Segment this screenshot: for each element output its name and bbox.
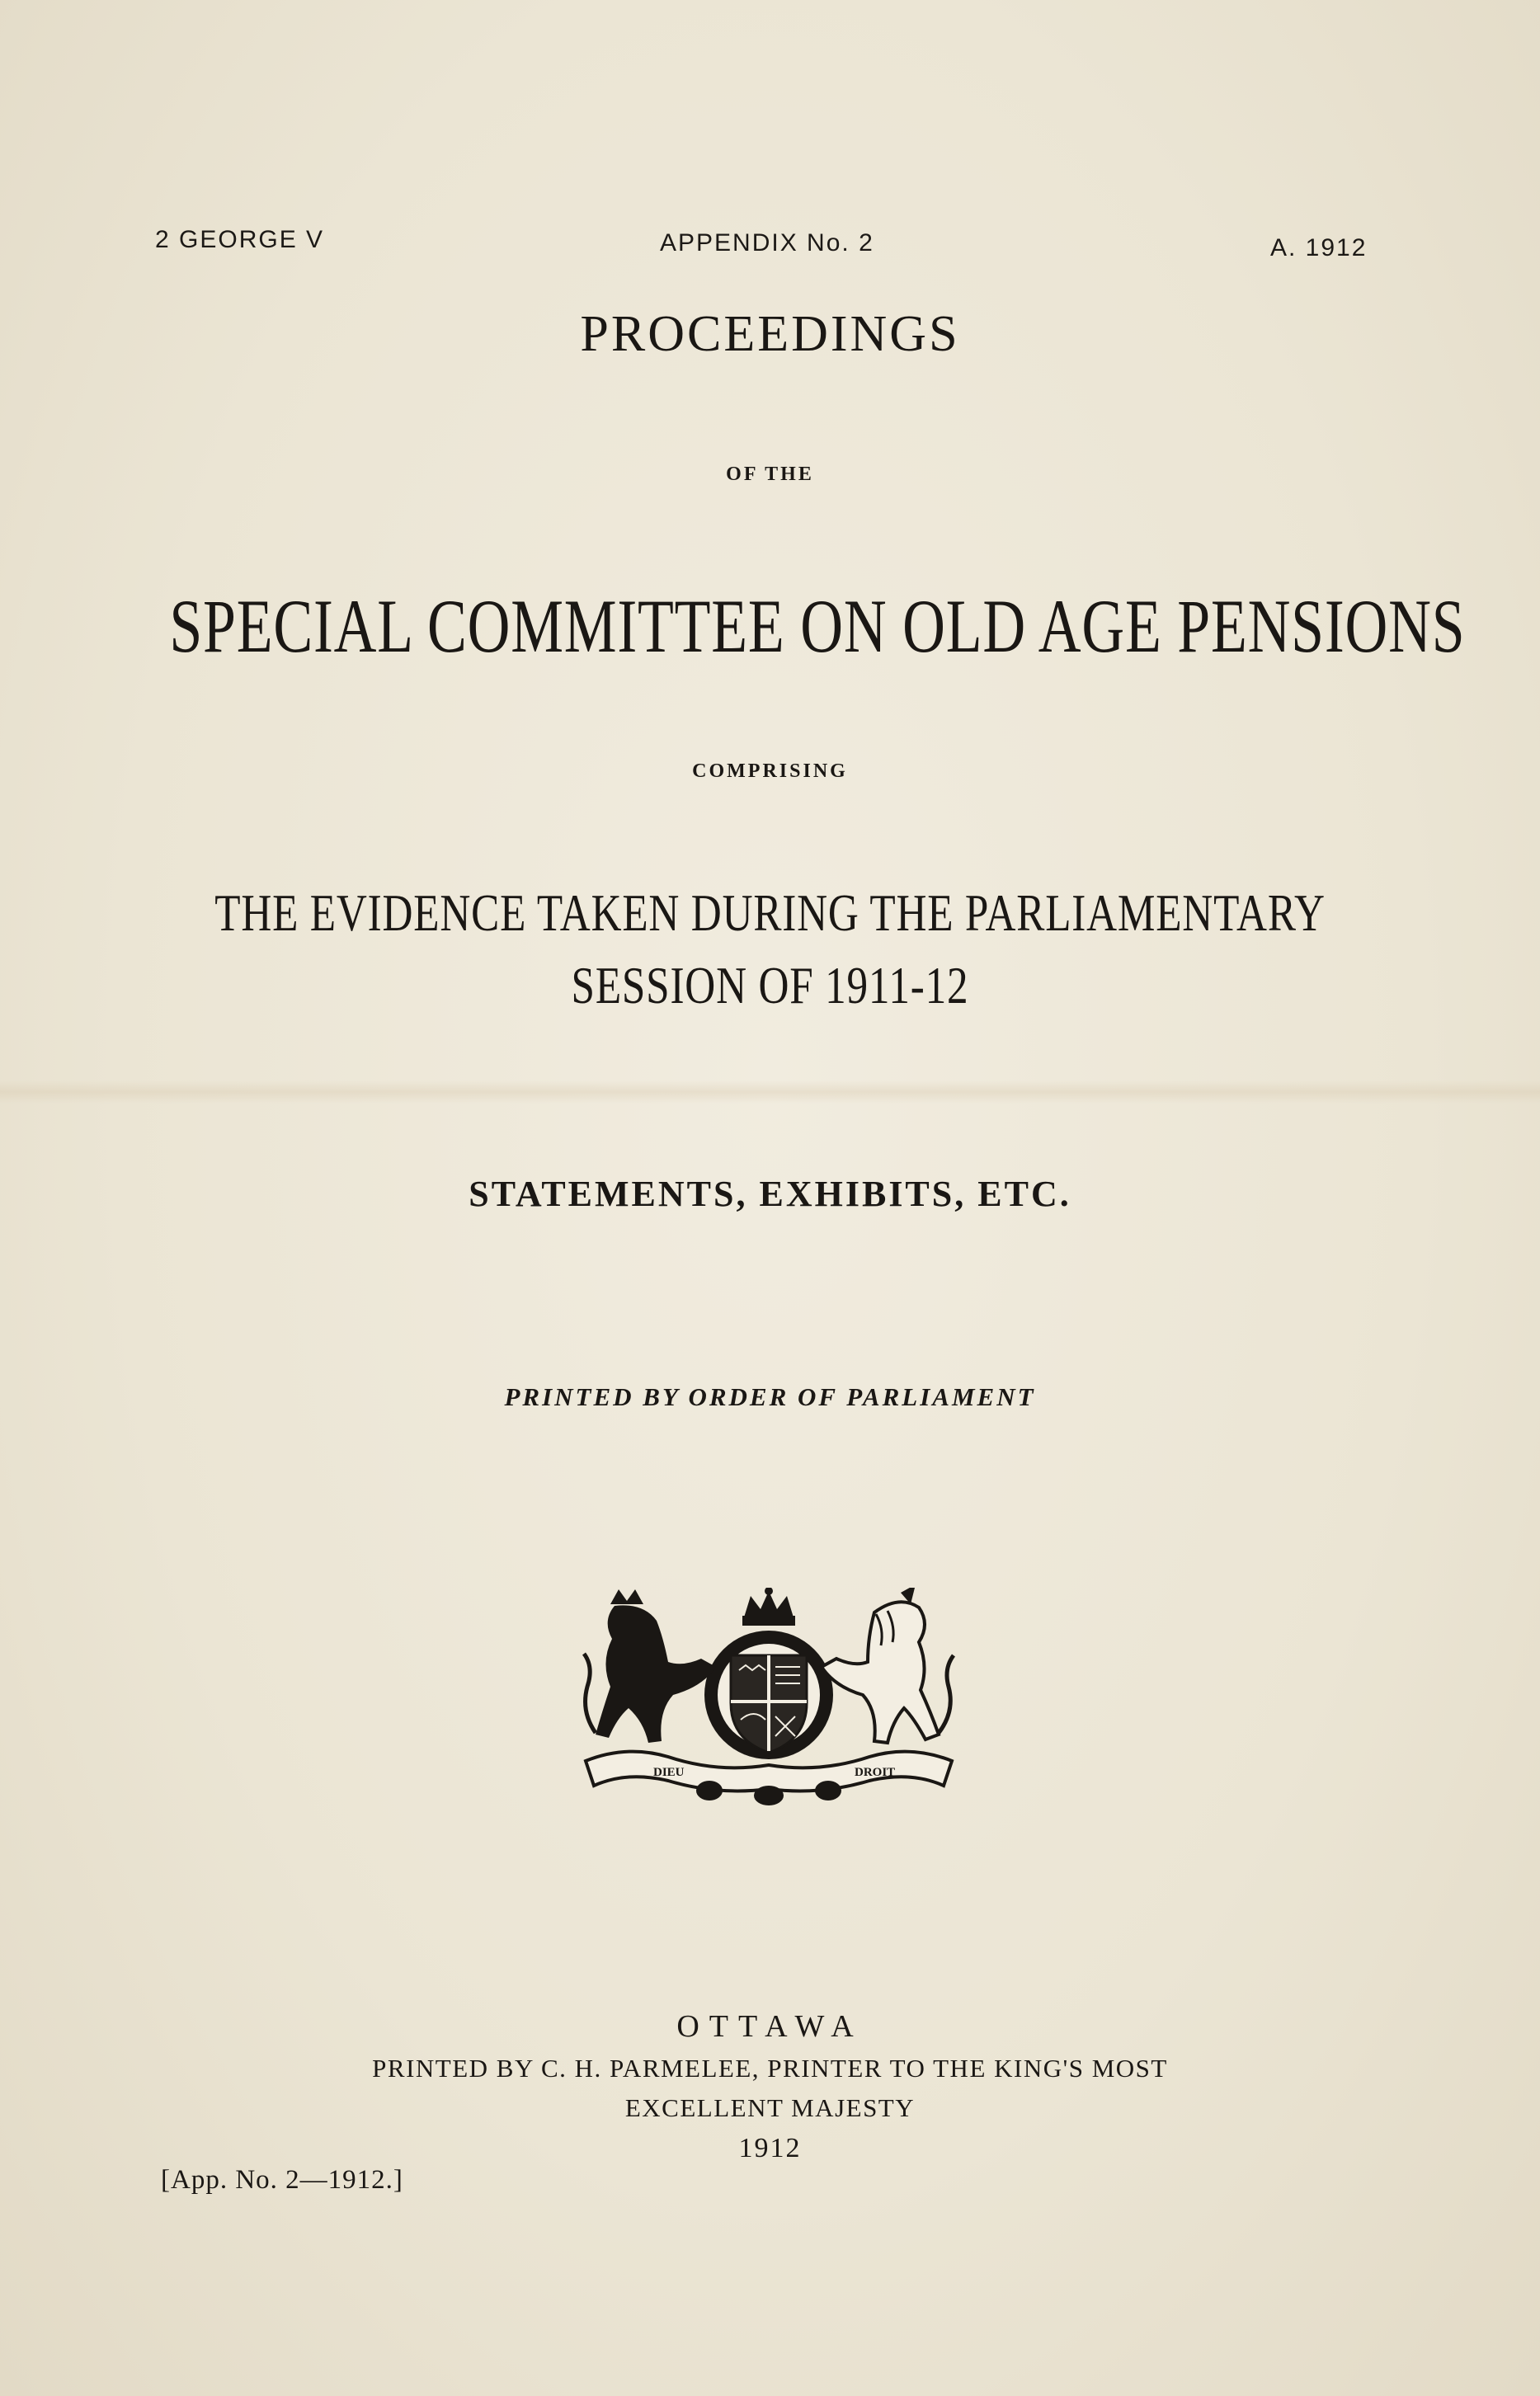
paper-fold <box>0 1080 1540 1104</box>
appendix-note: [App. No. 2—1912.] <box>161 2165 403 2195</box>
imprint-city: OTTAWA <box>676 2009 864 2044</box>
committee-title: SPECIAL COMMITTEE ON OLD AGE PENSIONS <box>169 584 1466 668</box>
header-session: A. 1912 <box>1270 234 1368 261</box>
evidence-title-line1: THE EVIDENCE TAKEN DURING THE PARLIAMENTARY <box>214 883 1326 942</box>
imprint-printer-line1: PRINTED BY C. H. PARMELEE, PRINTER TO THE KING'S MOST <box>372 2054 1168 2083</box>
imprint-year: 1912 <box>738 2133 802 2163</box>
imprint-printer-line2: EXCELLENT MAJESTY <box>624 2093 916 2122</box>
label-comprising: COMPRISING <box>692 760 848 782</box>
title-proceedings: PROCEEDINGS <box>580 306 960 362</box>
motto-left: DIEU <box>653 1766 685 1779</box>
motto-right: DROIT <box>855 1766 896 1779</box>
printed-by-order: PRINTED BY ORDER OF PARLIAMENT <box>504 1382 1036 1411</box>
evidence-title-line2: SESSION OF 1911-12 <box>571 956 969 1014</box>
header-appendix: APPENDIX No. 2 <box>660 229 874 257</box>
header-regnal-year: 2 GEORGE V <box>155 226 325 253</box>
royal-coat-of-arms-icon <box>577 1588 960 1810</box>
label-of-the: OF THE <box>726 464 814 485</box>
statements-heading: STATEMENTS, EXHIBITS, ETC. <box>469 1174 1071 1214</box>
